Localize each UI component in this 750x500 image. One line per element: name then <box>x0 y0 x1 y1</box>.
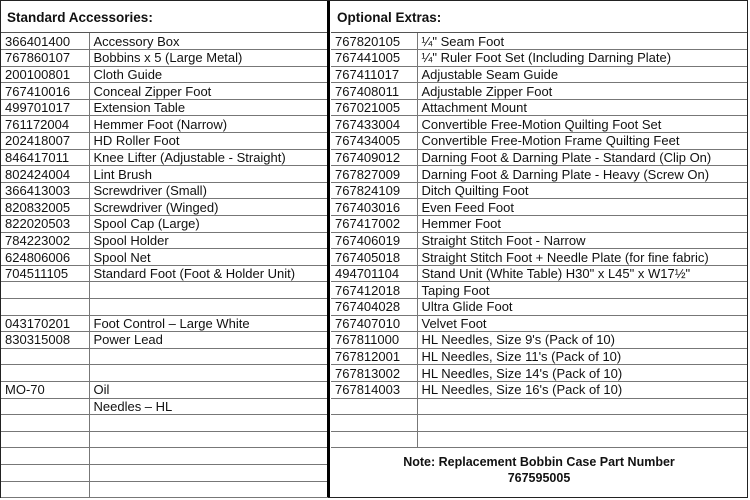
description-cell <box>89 282 328 299</box>
description-cell: Screwdriver (Winged) <box>89 199 328 216</box>
table-row <box>331 66 747 83</box>
description-cell: Convertible Free-Motion Quilting Foot Set <box>417 116 747 133</box>
description-cell: Darning Foot & Darning Plate - Heavy (Screw On) <box>417 166 747 183</box>
description-cell: Darning Foot & Darning Plate - Standard (Clip On) <box>417 149 747 166</box>
part-number-cell: 820832005 <box>1 199 89 216</box>
note-text: Note: Replacement Bobbin Case Part Number <box>403 455 675 470</box>
optional-extras-column <box>331 1 747 497</box>
description-cell: Straight Stitch Foot + Needle Plate (for fine fabric) <box>417 249 747 266</box>
table-row <box>1 415 328 432</box>
part-number-cell: 202418007 <box>1 133 89 150</box>
table-row <box>331 299 747 316</box>
part-number-cell: 366401400 <box>1 33 89 50</box>
table-row <box>1 431 328 448</box>
table-row <box>331 431 747 448</box>
table-row <box>1 481 328 498</box>
optional-extras-heading: Optional Extras: <box>331 1 747 33</box>
part-number-cell: 767812001 <box>331 348 417 365</box>
table-row <box>331 166 747 183</box>
part-number-cell: 846417011 <box>1 149 89 166</box>
description-cell: Conceal Zipper Foot <box>89 83 328 100</box>
table-row <box>331 265 747 282</box>
part-number-cell: 767407010 <box>331 315 417 332</box>
description-cell: Stand Unit (White Table) H30" x L45" x W17½" <box>417 265 747 282</box>
table-row <box>331 116 747 133</box>
table-row <box>331 182 747 199</box>
part-number-cell <box>1 365 89 382</box>
part-number-cell: 704511105 <box>1 265 89 282</box>
table-row <box>1 265 328 282</box>
description-cell: ¼" Ruler Foot Set (Including Darning Plate) <box>417 50 747 67</box>
table-row <box>1 182 328 199</box>
part-number-cell: 767434005 <box>331 133 417 150</box>
part-number-cell: 494701104 <box>331 265 417 282</box>
part-number-cell: 767811000 <box>331 332 417 349</box>
part-number-cell <box>1 448 89 465</box>
table-row <box>331 398 747 415</box>
description-cell: Needles – HL <box>89 398 328 415</box>
table-row <box>1 133 328 150</box>
part-number-cell: 761172004 <box>1 116 89 133</box>
part-number-cell: 802424004 <box>1 166 89 183</box>
description-cell <box>89 481 328 498</box>
part-number-cell <box>331 415 417 432</box>
part-number-cell: 499701017 <box>1 99 89 116</box>
description-cell: Attachment Mount <box>417 99 747 116</box>
description-cell: Cloth Guide <box>89 66 328 83</box>
part-number-cell: 784223002 <box>1 232 89 249</box>
table-row <box>331 381 747 398</box>
description-cell <box>89 415 328 432</box>
part-number-cell: 767813002 <box>331 365 417 382</box>
description-cell: Adjustable Seam Guide <box>417 66 747 83</box>
part-number-cell: 624806006 <box>1 249 89 266</box>
table-row <box>1 216 328 233</box>
description-cell: HD Roller Foot <box>89 133 328 150</box>
table-row <box>331 99 747 116</box>
part-number-cell: 767403016 <box>331 199 417 216</box>
table-row <box>1 33 328 50</box>
description-cell <box>89 464 328 481</box>
table-row <box>331 216 747 233</box>
description-cell: Foot Control – Large White <box>89 315 328 332</box>
table-row <box>331 199 747 216</box>
standard-accessories-table <box>1 33 328 498</box>
table-row <box>1 232 328 249</box>
part-number-cell <box>1 431 89 448</box>
description-cell: Taping Foot <box>417 282 747 299</box>
part-number-cell <box>331 431 417 448</box>
table-row <box>1 199 328 216</box>
table-row <box>331 282 747 299</box>
part-number-cell <box>1 415 89 432</box>
part-number-cell <box>331 398 417 415</box>
table-row <box>331 332 747 349</box>
part-number-cell: 767409012 <box>331 149 417 166</box>
part-number-cell: 366413003 <box>1 182 89 199</box>
bobbin-case-note <box>331 448 747 486</box>
part-number-cell <box>1 398 89 415</box>
part-number-cell: MO-70 <box>1 381 89 398</box>
description-cell: Hemmer Foot <box>417 216 747 233</box>
part-number-cell: 767814003 <box>331 381 417 398</box>
table-row <box>1 149 328 166</box>
table-row <box>1 365 328 382</box>
description-cell: HL Needles, Size 11's (Pack of 10) <box>417 348 747 365</box>
part-number-cell: 767408011 <box>331 83 417 100</box>
description-cell: Adjustable Zipper Foot <box>417 83 747 100</box>
part-number-cell <box>1 464 89 481</box>
description-cell: Power Lead <box>89 332 328 349</box>
description-cell: Standard Foot (Foot & Holder Unit) <box>89 265 328 282</box>
description-cell: Knee Lifter (Adjustable - Straight) <box>89 149 328 166</box>
table-row <box>1 116 328 133</box>
table-row <box>331 232 747 249</box>
description-cell: Convertible Free-Motion Frame Quilting Feet <box>417 133 747 150</box>
table-row <box>1 99 328 116</box>
part-number-cell: 767820105 <box>331 33 417 50</box>
description-cell <box>89 448 328 465</box>
description-cell <box>417 398 747 415</box>
table-row <box>1 83 328 100</box>
description-cell: HL Needles, Size 16's (Pack of 10) <box>417 381 747 398</box>
table-row <box>331 149 747 166</box>
part-number-cell <box>1 348 89 365</box>
part-number-cell: 767860107 <box>1 50 89 67</box>
part-number-cell: 767433004 <box>331 116 417 133</box>
description-cell: Bobbins x 5 (Large Metal) <box>89 50 328 67</box>
table-row <box>331 249 747 266</box>
part-number-cell: 767417002 <box>331 216 417 233</box>
part-number-cell <box>1 299 89 316</box>
table-row <box>331 50 747 67</box>
part-number-cell: 767824109 <box>331 182 417 199</box>
description-cell: HL Needles, Size 9's (Pack of 10) <box>417 332 747 349</box>
part-number-cell: 767404028 <box>331 299 417 316</box>
description-cell <box>89 365 328 382</box>
part-number-cell: 767412018 <box>331 282 417 299</box>
optional-extras-table <box>331 33 747 448</box>
table-row <box>1 282 328 299</box>
part-number-cell: 767827009 <box>331 166 417 183</box>
part-number-cell: 200100801 <box>1 66 89 83</box>
table-row <box>331 365 747 382</box>
table-row <box>1 464 328 481</box>
table-row <box>331 315 747 332</box>
column-divider <box>327 1 330 497</box>
description-cell <box>89 348 328 365</box>
table-row <box>1 332 328 349</box>
note-part-number: 767595005 <box>507 471 571 486</box>
description-cell: Ditch Quilting Foot <box>417 182 747 199</box>
part-number-cell: 767021005 <box>331 99 417 116</box>
description-cell <box>89 299 328 316</box>
description-cell: Extension Table <box>89 99 328 116</box>
description-cell: Straight Stitch Foot - Narrow <box>417 232 747 249</box>
part-number-cell <box>1 481 89 498</box>
part-number-cell: 822020503 <box>1 216 89 233</box>
description-cell <box>417 431 747 448</box>
part-number-cell: 767406019 <box>331 232 417 249</box>
table-row <box>1 348 328 365</box>
table-row <box>331 33 747 50</box>
table-row <box>1 249 328 266</box>
table-row <box>1 315 328 332</box>
description-cell <box>89 431 328 448</box>
table-row <box>1 381 328 398</box>
table-row <box>1 299 328 316</box>
table-row <box>331 133 747 150</box>
description-cell: Accessory Box <box>89 33 328 50</box>
table-row <box>1 398 328 415</box>
description-cell: Hemmer Foot (Narrow) <box>89 116 328 133</box>
description-cell: Spool Holder <box>89 232 328 249</box>
description-cell: Screwdriver (Small) <box>89 182 328 199</box>
table-row <box>331 415 747 432</box>
part-number-cell: 043170201 <box>1 315 89 332</box>
table-row <box>331 83 747 100</box>
description-cell: Lint Brush <box>89 166 328 183</box>
table-row <box>331 348 747 365</box>
description-cell: ¼" Seam Foot <box>417 33 747 50</box>
description-cell: Velvet Foot <box>417 315 747 332</box>
description-cell: Oil <box>89 381 328 398</box>
description-cell: Spool Cap (Large) <box>89 216 328 233</box>
description-cell: HL Needles, Size 14's (Pack of 10) <box>417 365 747 382</box>
description-cell: Spool Net <box>89 249 328 266</box>
part-number-cell: 767441005 <box>331 50 417 67</box>
description-cell: Ultra Glide Foot <box>417 299 747 316</box>
part-number-cell: 767405018 <box>331 249 417 266</box>
part-number-cell <box>1 282 89 299</box>
standard-accessories-column <box>1 1 328 497</box>
description-cell: Even Feed Foot <box>417 199 747 216</box>
part-number-cell: 830315008 <box>1 332 89 349</box>
table-row <box>1 50 328 67</box>
part-number-cell: 767410016 <box>1 83 89 100</box>
description-cell <box>417 415 747 432</box>
standard-accessories-heading: Standard Accessories: <box>1 1 328 33</box>
table-row <box>1 66 328 83</box>
table-row <box>1 166 328 183</box>
table-row <box>1 448 328 465</box>
part-number-cell: 767411017 <box>331 66 417 83</box>
